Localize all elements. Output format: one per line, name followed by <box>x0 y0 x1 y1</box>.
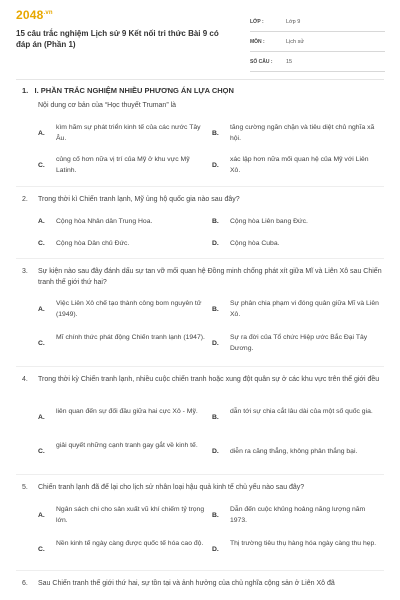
header-divider <box>16 79 384 80</box>
meta-table <box>250 12 385 72</box>
option-text: Cộng hòa Cuba. <box>230 240 280 247</box>
meta-key: LỚP : <box>250 18 264 25</box>
option-text: Sự phân chia phạm vi đóng quân giữa Mĩ và Liên Xô. <box>230 300 379 318</box>
meta-value: Lịch sử <box>286 38 305 45</box>
option-text: Cộng hòa Nhân dân Trung Hoa. <box>56 218 153 225</box>
meta-row-subject <box>250 32 385 52</box>
meta-key: SỐ CÂU : <box>250 58 273 65</box>
option-text: giải quyết những cạnh tranh gay gắt về kinh tế. <box>56 442 198 449</box>
question-number: 2. <box>22 196 28 203</box>
option-letter: C. <box>38 162 45 169</box>
option-letter: D. <box>212 448 219 455</box>
section-heading <box>22 86 234 95</box>
question-text: Sau Chiến tranh thế giới thứ hai, sự tồn tại và ảnh hưởng của chủ nghĩa cộng sản ở Liên Xô đã <box>38 580 335 587</box>
section-number: 1. <box>22 86 29 95</box>
question-divider <box>16 186 384 187</box>
option-letter: D. <box>212 546 219 553</box>
option-letter: C. <box>38 448 45 455</box>
option-text: Sự ra đời của Tổ chức Hiệp ước Bắc Đại Tây Dương. <box>230 334 368 352</box>
question-divider <box>16 474 384 475</box>
option-text: Thị trường tiêu thụ hàng hóa ngày càng thu hẹp. <box>230 540 377 547</box>
option-letter: A. <box>38 512 45 519</box>
question-text: Trong thời kỳ Chiến tranh lạnh, nhiều cuộc chiến tranh hoặc xung đột quân sự ở các khu vực trên thế giới đều <box>38 376 380 383</box>
section-title: I. PHẦN TRẮC NGHIỆM NHIỀU PHƯƠNG ÁN LỰA CHỌN <box>34 86 234 95</box>
question-number: 3. <box>22 268 28 275</box>
option-text: củng cố hơn nữa vị trí của Mỹ ở khu vực Mỹ Latinh. <box>56 156 190 174</box>
option-text: Mĩ chính thức phát động Chiến tranh lạnh (1947). <box>56 334 205 341</box>
option-text: kìm hãm sự phát triển kinh tế của các nước Tây Âu. <box>56 124 201 142</box>
option-text: Dẫn đến cuộc khủng hoảng năng lượng năm 1973. <box>230 506 366 524</box>
option-text: diễn ra căng thẳng, không phân thắng bại. <box>230 448 358 455</box>
option-letter: A. <box>38 218 45 225</box>
header <box>0 0 400 80</box>
option-text: Nền kinh tế ngày càng được quốc tế hóa cao độ. <box>56 540 204 547</box>
page-title: 15 câu trắc nghiệm Lịch sử 9 Kết nối tri thức Bài 9 có đáp án (Phần 1) <box>16 29 219 49</box>
option-text: Ngân sách chi cho sản xuất vũ khí chiếm tỷ trọng lớn. <box>56 506 205 524</box>
option-letter: A. <box>38 306 45 313</box>
option-text: xác lập hơn nữa mối quan hệ của Mỹ với Liên Xô. <box>230 156 369 174</box>
option-letter: B. <box>212 306 219 313</box>
option-letter: C. <box>38 546 45 553</box>
question-number: 4. <box>22 376 28 383</box>
option-letter: B. <box>212 414 219 421</box>
option-letter: C. <box>38 240 45 247</box>
option-letter: A. <box>38 414 45 421</box>
option-text: dẫn tới sự chia cắt lâu dài của một số quốc gia. <box>230 408 373 415</box>
option-text: tăng cường ngăn chặn và tiêu diệt chủ nghĩa xã hội. <box>230 124 375 142</box>
option-letter: D. <box>212 162 219 169</box>
option-letter: D. <box>212 240 219 247</box>
question-divider <box>16 366 384 367</box>
option-letter: A. <box>38 130 45 137</box>
question-text: Sự kiện nào sau đây đánh dấu sự tan vỡ mối quan hệ Đồng minh chống phát xít giữa Mĩ và Liên Xô sau Chiến tranh thế giới thứ hai? <box>38 268 382 286</box>
question-number: 6. <box>22 580 28 587</box>
option-letter: B. <box>212 512 219 519</box>
meta-value: 15 <box>286 58 293 65</box>
option-letter: B. <box>212 218 219 225</box>
option-letter: C. <box>38 340 45 347</box>
logo-tld: .vn <box>43 10 53 16</box>
question-text: Chiến tranh lạnh đã để lại cho lịch sử nhân loại hậu quả kinh tế chủ yếu nào sau đây? <box>38 484 305 491</box>
meta-row-count <box>250 52 385 72</box>
logo-main: 2048 <box>16 8 44 22</box>
question-divider <box>16 258 384 259</box>
question-number: 5. <box>22 484 28 491</box>
option-text: Cộng hòa Liên bang Đức. <box>230 218 308 225</box>
question-text: Trong thời kì Chiến tranh lạnh, Mỹ ủng hộ quốc gia nào sau đây? <box>38 196 240 203</box>
option-text: liên quan đến sự đối đầu giữa hai cực Xô - Mỹ. <box>56 408 198 415</box>
site-logo[interactable] <box>16 8 53 22</box>
option-text: Cộng hòa Dân chủ Đức. <box>56 240 130 247</box>
meta-row-grade <box>250 12 385 32</box>
option-letter: B. <box>212 130 219 137</box>
question-1-text: Nội dung cơ bản của “Học thuyết Truman” là <box>38 102 177 109</box>
option-text: Việc Liên Xô chế tạo thành công bom nguyên tử (1949). <box>56 300 202 318</box>
meta-value: Lớp 9 <box>286 18 301 25</box>
question-divider <box>16 570 384 571</box>
option-letter: D. <box>212 340 219 347</box>
meta-key: MÔN : <box>250 38 265 45</box>
